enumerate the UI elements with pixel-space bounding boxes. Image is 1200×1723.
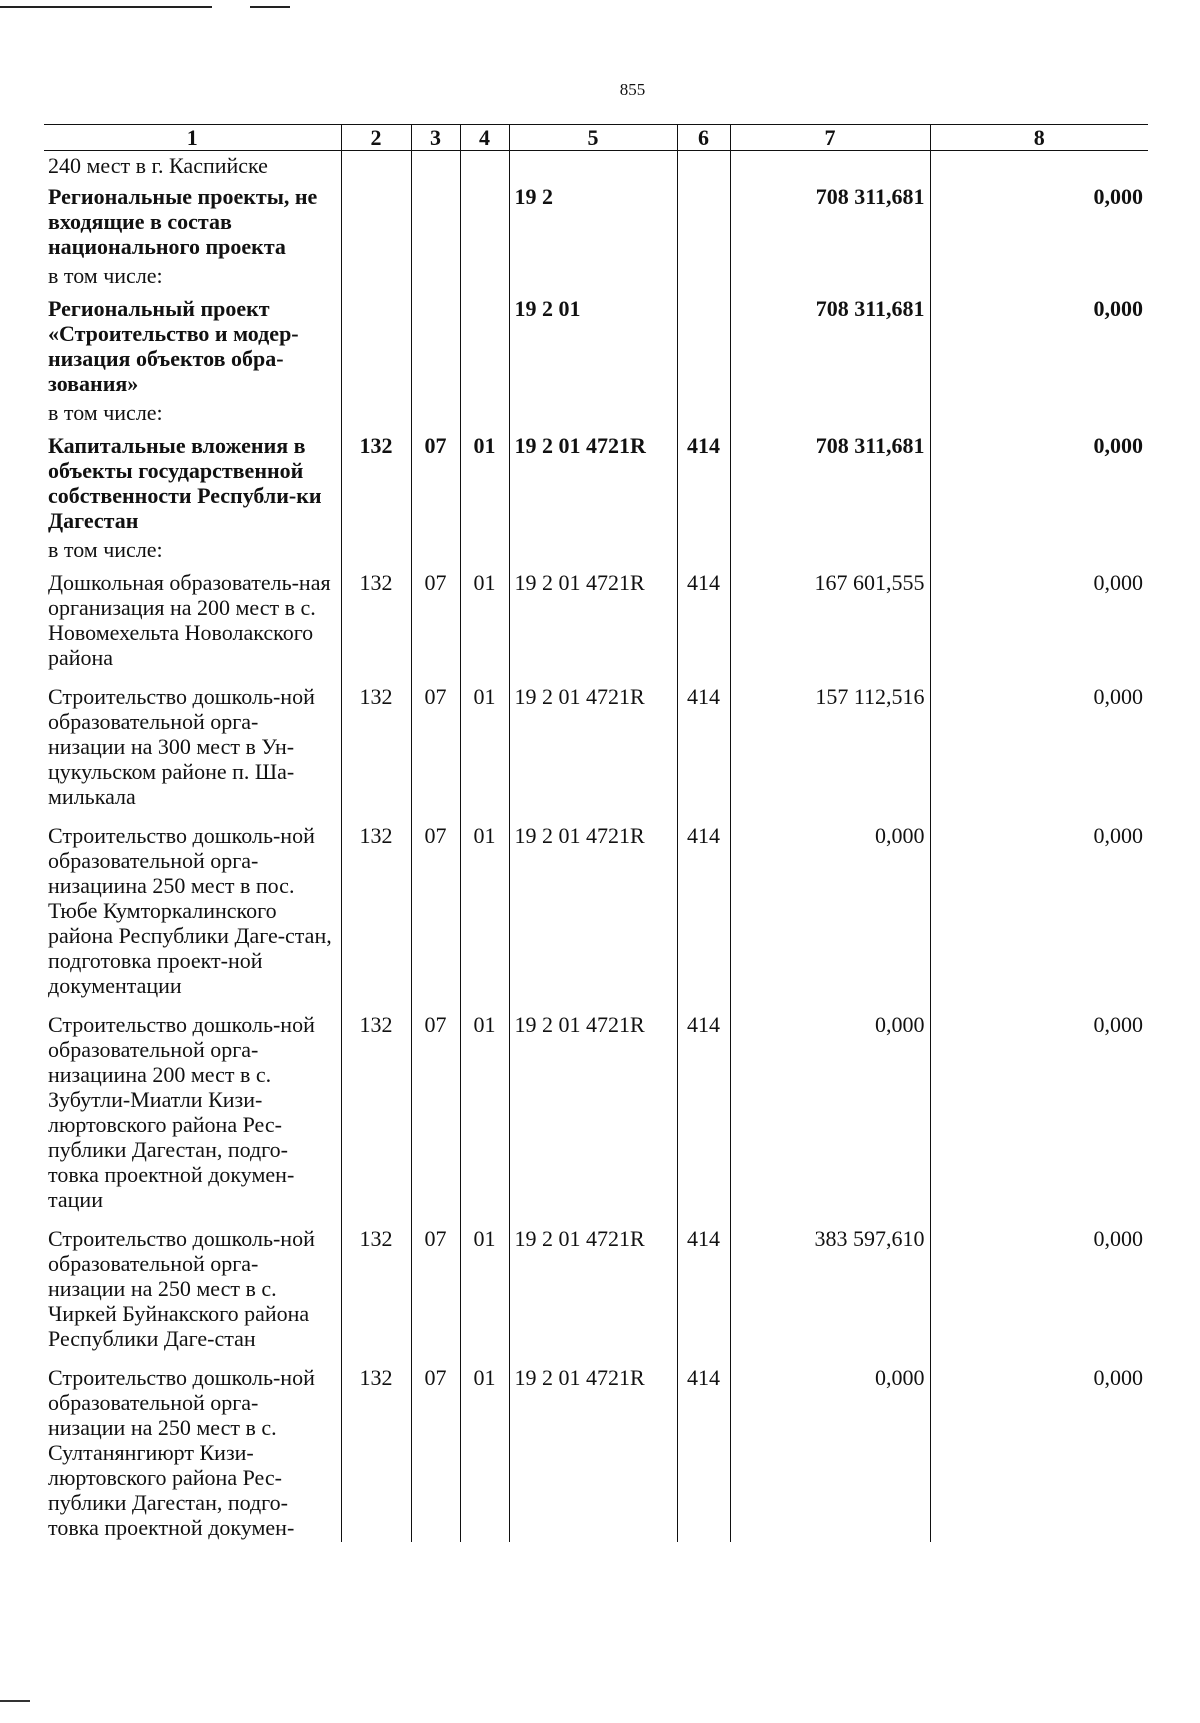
cell-col7 <box>730 261 930 292</box>
cell-col8: 0,000 <box>930 429 1148 535</box>
table-row <box>44 261 1148 292</box>
cell-col2: 132 <box>341 672 411 811</box>
cell-col5: 19 2 01 <box>509 292 677 398</box>
cell-col5: 19 2 01 4721R <box>509 429 677 535</box>
scan-artifact-line <box>0 1700 30 1702</box>
column-header: 1 <box>44 125 341 151</box>
cell-col6: 414 <box>677 1353 730 1542</box>
cell-col2 <box>341 261 411 292</box>
cell-col6: 414 <box>677 811 730 1000</box>
table-row <box>44 1214 1148 1353</box>
cell-col7: 708 311,681 <box>730 180 930 261</box>
column-header: 5 <box>509 125 677 151</box>
row-name: Строительство дошколь-ной образовательной орга-низациина 250 мест в пос. Тюбе Кумторкалинского района Республики Даге-стан, подготовка проект-ной документации <box>48 823 332 998</box>
cell-col4: 01 <box>460 566 509 672</box>
cell-col4 <box>460 398 509 429</box>
row-name: в том числе: <box>48 537 163 562</box>
table-row <box>44 429 1148 535</box>
cell-col6: 414 <box>677 672 730 811</box>
cell-col6 <box>677 151 730 181</box>
cell-col2 <box>341 151 411 181</box>
cell-col3: 07 <box>411 672 460 811</box>
cell-col3 <box>411 398 460 429</box>
cell-col4: 01 <box>460 1353 509 1542</box>
table-row <box>44 151 1148 181</box>
table-row <box>44 180 1148 261</box>
cell-col2: 132 <box>341 1000 411 1214</box>
cell-col6: 414 <box>677 429 730 535</box>
column-header: 2 <box>341 125 411 151</box>
cell-col5 <box>509 535 677 566</box>
cell-col7: 0,000 <box>730 811 930 1000</box>
cell-col8: 0,000 <box>930 1000 1148 1214</box>
cell-col5: 19 2 01 4721R <box>509 1214 677 1353</box>
cell-col8: 0,000 <box>930 292 1148 398</box>
cell-col5: 19 2 01 4721R <box>509 1000 677 1214</box>
cell-col2: 132 <box>341 1214 411 1353</box>
cell-col4 <box>460 180 509 261</box>
cell-col5 <box>509 261 677 292</box>
cell-col7: 708 311,681 <box>730 429 930 535</box>
cell-col4 <box>460 151 509 181</box>
cell-col7: 0,000 <box>730 1000 930 1214</box>
cell-col7: 0,000 <box>730 1353 930 1542</box>
cell-col6 <box>677 180 730 261</box>
cell-col8 <box>930 261 1148 292</box>
cell-col3: 07 <box>411 1353 460 1542</box>
cell-col3: 07 <box>411 1000 460 1214</box>
cell-col8: 0,000 <box>930 1353 1148 1542</box>
cell-col8 <box>930 535 1148 566</box>
table-row <box>44 566 1148 672</box>
cell-col8 <box>930 151 1148 181</box>
row-name: Строительство дошколь-ной образовательной орга-низации на 250 мест в с. Султанянгиюрт Кизи-люртовского района Рес-публики Дагестан, подго-товка проектной докумен- <box>48 1365 315 1540</box>
cell-col2: 132 <box>341 429 411 535</box>
row-name: Строительство дошколь-ной образовательной орга-низации на 250 мест в с. Чиркей Буйнакского района Республики Даге-стан <box>48 1226 315 1351</box>
cell-col7: 383 597,610 <box>730 1214 930 1353</box>
cell-col8: 0,000 <box>930 811 1148 1000</box>
table-header-row <box>44 125 1148 151</box>
cell-col8: 0,000 <box>930 566 1148 672</box>
table-row <box>44 1000 1148 1214</box>
cell-col5 <box>509 151 677 181</box>
cell-col3 <box>411 151 460 181</box>
table-row <box>44 292 1148 398</box>
cell-col2 <box>341 535 411 566</box>
cell-col6 <box>677 261 730 292</box>
cell-col3: 07 <box>411 429 460 535</box>
cell-col5: 19 2 <box>509 180 677 261</box>
cell-col8: 0,000 <box>930 1214 1148 1353</box>
cell-col4 <box>460 261 509 292</box>
table-row <box>44 672 1148 811</box>
cell-col4: 01 <box>460 811 509 1000</box>
cell-col3 <box>411 180 460 261</box>
cell-col4 <box>460 535 509 566</box>
scan-artifact-line <box>0 6 212 8</box>
row-name: Строительство дошколь-ной образовательной орга-низациина 200 мест в с. Зубутли-Миатли Кизи-люртовского района Рес-публики Дагестан, подго-товка проектной докумен-тации <box>48 1012 315 1212</box>
cell-col7 <box>730 535 930 566</box>
cell-col2 <box>341 292 411 398</box>
cell-col7 <box>730 151 930 181</box>
cell-col4: 01 <box>460 429 509 535</box>
cell-col5: 19 2 01 4721R <box>509 1353 677 1542</box>
row-name: 240 мест в г. Каспийске <box>48 153 268 178</box>
table-row <box>44 1353 1148 1542</box>
column-header: 8 <box>930 125 1148 151</box>
table-row <box>44 398 1148 429</box>
cell-col2 <box>341 180 411 261</box>
cell-col6: 414 <box>677 1000 730 1214</box>
cell-col8: 0,000 <box>930 180 1148 261</box>
cell-col2: 132 <box>341 566 411 672</box>
table-row <box>44 811 1148 1000</box>
cell-col5: 19 2 01 4721R <box>509 566 677 672</box>
budget-table <box>44 124 1148 1542</box>
cell-col7: 157 112,516 <box>730 672 930 811</box>
cell-col3: 07 <box>411 811 460 1000</box>
cell-col7: 167 601,555 <box>730 566 930 672</box>
cell-col3 <box>411 535 460 566</box>
cell-col6 <box>677 292 730 398</box>
cell-col5: 19 2 01 4721R <box>509 811 677 1000</box>
cell-col4 <box>460 292 509 398</box>
cell-col6 <box>677 398 730 429</box>
cell-col6: 414 <box>677 1214 730 1353</box>
cell-col4: 01 <box>460 1214 509 1353</box>
cell-col7: 708 311,681 <box>730 292 930 398</box>
row-name: Капитальные вложения в объекты государственной собственности Республи-ки Дагестан <box>48 433 322 533</box>
cell-col3: 07 <box>411 566 460 672</box>
scan-artifact-line <box>250 6 290 8</box>
row-name: Региональный проект «Строительство и модер-низация объектов обра-зования» <box>48 296 299 396</box>
cell-col6 <box>677 535 730 566</box>
cell-col4: 01 <box>460 1000 509 1214</box>
cell-col3: 07 <box>411 1214 460 1353</box>
cell-col3 <box>411 292 460 398</box>
row-name: в том числе: <box>48 400 163 425</box>
column-header: 3 <box>411 125 460 151</box>
cell-col8: 0,000 <box>930 672 1148 811</box>
cell-col8 <box>930 398 1148 429</box>
cell-col5 <box>509 398 677 429</box>
cell-col2: 132 <box>341 1353 411 1542</box>
table-row <box>44 535 1148 566</box>
cell-col2 <box>341 398 411 429</box>
cell-col3 <box>411 261 460 292</box>
page-number: 855 <box>619 80 646 99</box>
row-name: Строительство дошколь-ной образовательной орга-низации на 300 мест в Ун-цукульском районе п. Ша-милькала <box>48 684 315 809</box>
column-header: 7 <box>730 125 930 151</box>
cell-col4: 01 <box>460 672 509 811</box>
cell-col2: 132 <box>341 811 411 1000</box>
column-header: 6 <box>677 125 730 151</box>
row-name: в том числе: <box>48 263 163 288</box>
row-name: Региональные проекты, не входящие в состав национального проекта <box>48 184 318 259</box>
cell-col7 <box>730 398 930 429</box>
cell-col5: 19 2 01 4721R <box>509 672 677 811</box>
column-header: 4 <box>460 125 509 151</box>
row-name: Дошкольная образователь-ная организация на 200 мест в с. Новомехельта Новолакского района <box>48 570 331 670</box>
cell-col6: 414 <box>677 566 730 672</box>
